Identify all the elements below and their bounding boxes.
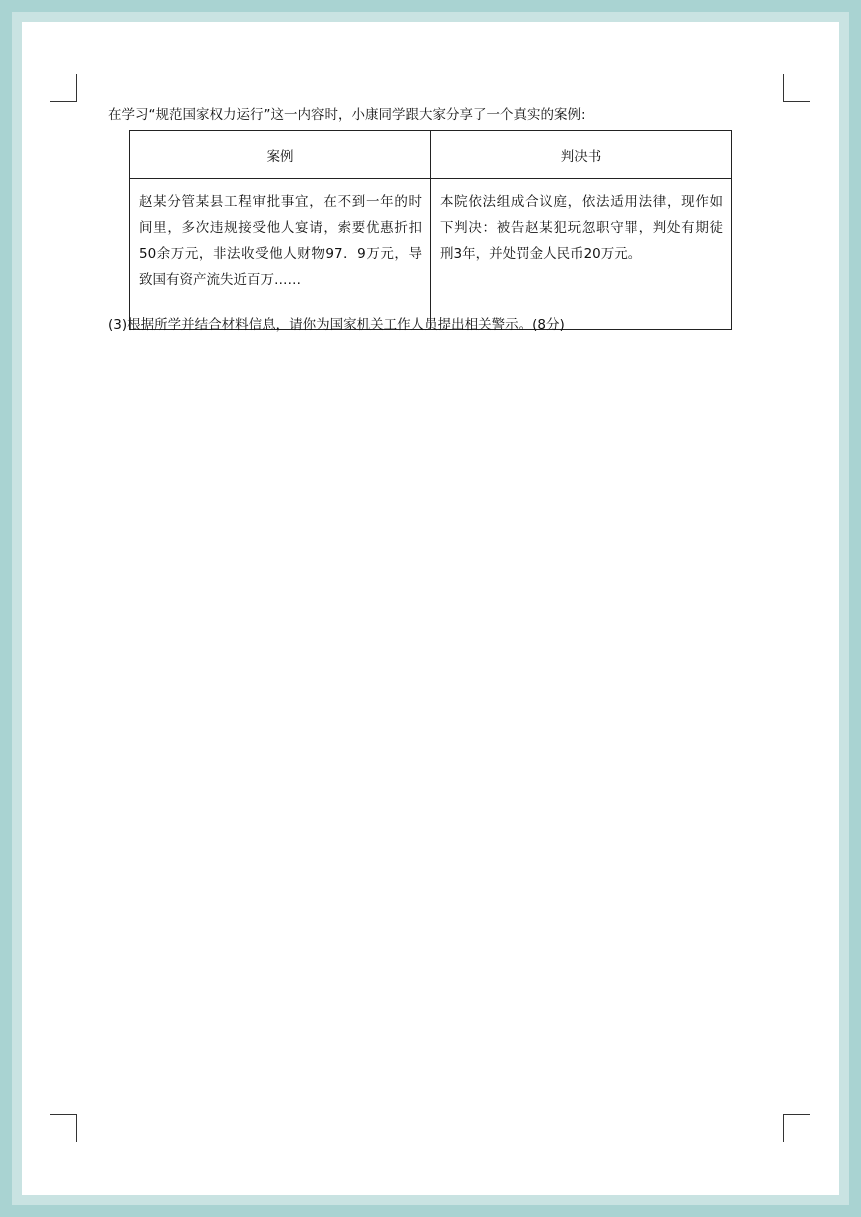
question-text: (3)根据所学并结合材料信息，请你为国家机关工作人员提出相关警示。(8分) [108, 317, 565, 333]
crop-mark-bottom-right [783, 1114, 810, 1142]
judgment-text-cell: 本院依法组成合议庭，依法适用法律，现作如下判决：被告赵某犯玩忽职守罪，判处有期徒刑3年，并处罚金人民币20万元。 [431, 179, 732, 330]
table-header-row [130, 131, 732, 179]
case-table [129, 130, 732, 330]
header-judgment: 判决书 [431, 131, 732, 179]
crop-mark-top-left [50, 74, 77, 102]
crop-mark-bottom-left [50, 1114, 77, 1142]
crop-mark-top-right [783, 74, 810, 102]
table-row [130, 179, 732, 330]
header-case: 案例 [130, 131, 431, 179]
intro-text: 在学习“规范国家权力运行”这一内容时，小康同学跟大家分享了一个真实的案例: [108, 107, 586, 123]
case-description-cell: 赵某分管某县工程审批事宜，在不到一年的时间里，多次违规接受他人宴请，索要优惠折扣50余万元，非法收受他人财物97．9万元，导致国有资产流失近百万…… [130, 179, 431, 330]
